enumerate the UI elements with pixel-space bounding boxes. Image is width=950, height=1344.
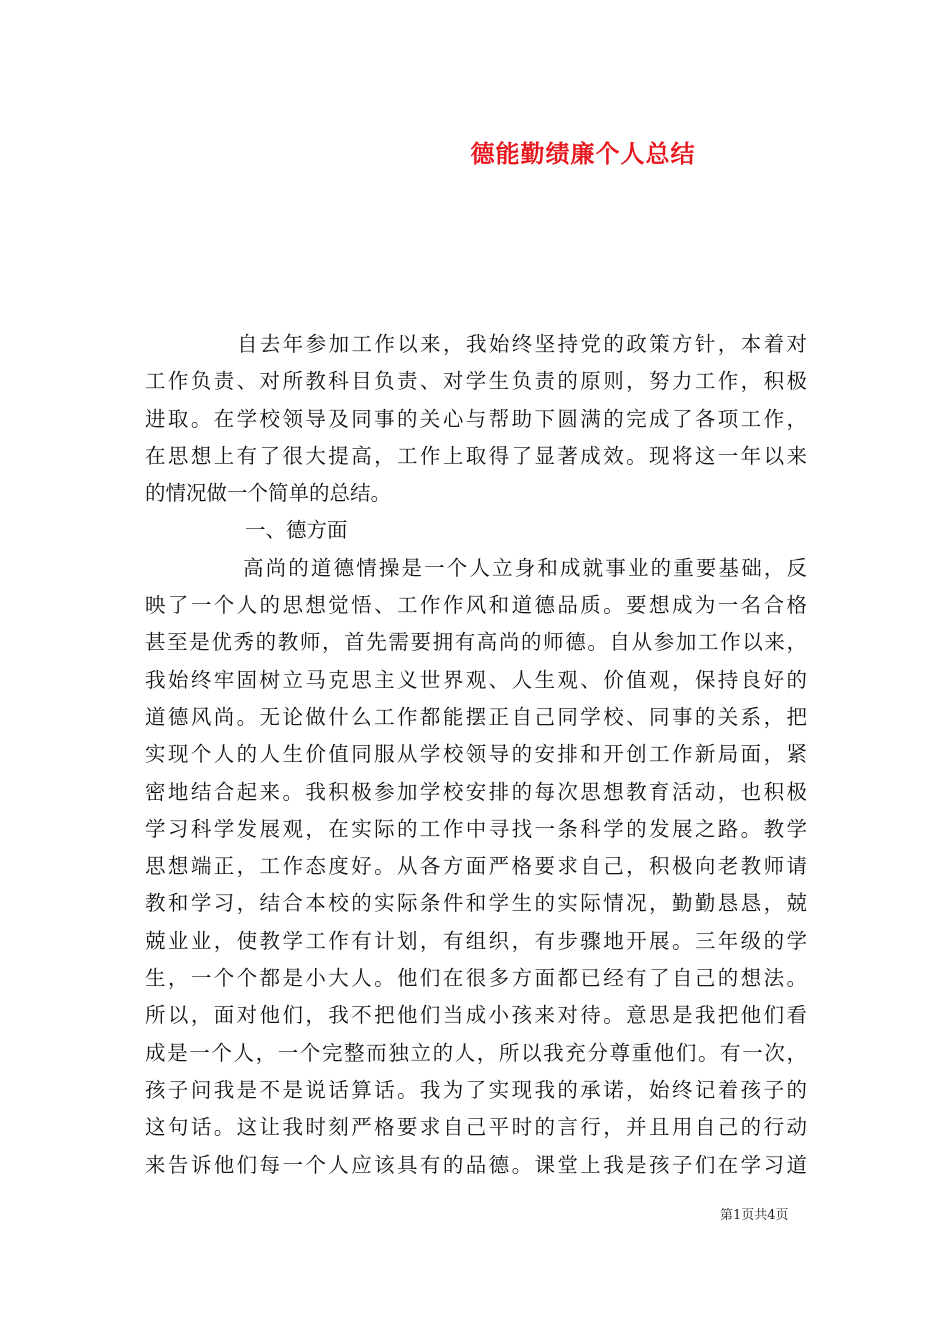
- paragraph-line: 高尚的道德情操是一个人立身和成就事业的重要基础，反: [243, 555, 807, 580]
- paragraph-line: 在思想上有了很大提高，工作上取得了显著成效。现将这一年以来: [145, 443, 807, 468]
- paragraph-line: 道德风尚。无论做什么工作都能摆正自己同学校、同事的关系，把: [145, 704, 807, 729]
- paragraph-line: 实现个人的人生价值同服从学校领导的安排和开创工作新局面，紧: [145, 742, 807, 767]
- section-heading: 一、德方面: [245, 518, 348, 543]
- paragraph-line: 映了一个人的思想觉悟、工作作风和道德品质。要想成为一名合格: [145, 593, 807, 618]
- paragraph-line: 这句话。这让我时刻严格要求自己平时的言行，并且用自己的行动: [145, 1115, 807, 1140]
- paragraph-line: 教和学习，结合本校的实际条件和学生的实际情况，勤勤恳恳，兢: [145, 891, 807, 916]
- paragraph-line: 学习科学发展观，在实际的工作中寻找一条科学的发展之路。教学: [145, 816, 807, 841]
- paragraph-line: 成是一个人，一个完整而独立的人，所以我充分尊重他们。有一次，: [145, 1040, 807, 1065]
- paragraph-line: 思想端正，工作态度好。从各方面严格要求自己，积极向老教师请: [145, 854, 807, 879]
- paragraph-line: 的情况做一个简单的总结。: [145, 481, 391, 506]
- paragraph-line: 自去年参加工作以来，我始终坚持党的政策方针，本着对: [237, 332, 807, 356]
- page-number: 第1页共4页: [720, 1208, 789, 1223]
- document-body: [145, 326, 807, 1184]
- paragraph-line: 进取。在学校领导及同事的关心与帮助下圆满的完成了各项工作，: [145, 406, 807, 431]
- paragraph-line: 甚至是优秀的教师，首先需要拥有高尚的师德。自从参加工作以来，: [145, 630, 807, 655]
- paragraph-line: 我始终牢固树立马克思主义世界观、人生观、价值观，保持良好的: [145, 667, 807, 692]
- paragraph-line: 所以，面对他们，我不把他们当成小孩来对待。意思是我把他们看: [145, 1003, 807, 1028]
- paragraph-line: 生，一个个都是小大人。他们在很多方面都已经有了自己的想法。: [145, 966, 807, 991]
- paragraph-line: 工作负责、对所教科目负责、对学生负责的原则，努力工作，积极: [145, 369, 807, 394]
- paragraph-line: 来告诉他们每一个人应该具有的品德。课堂上我是孩子们在学习道: [145, 1152, 807, 1177]
- paragraph-line: 密地结合起来。我积极参加学校安排的每次思想教育活动，也积极: [145, 779, 807, 804]
- paragraph-line: 孩子问我是不是说话算话。我为了实现我的承诺，始终记着孩子的: [145, 1077, 807, 1102]
- paragraph-line: 兢业业，使教学工作有计划，有组织，有步骤地开展。三年级的学: [145, 928, 807, 953]
- document-title: 德能勤绩廉个人总结: [470, 139, 696, 168]
